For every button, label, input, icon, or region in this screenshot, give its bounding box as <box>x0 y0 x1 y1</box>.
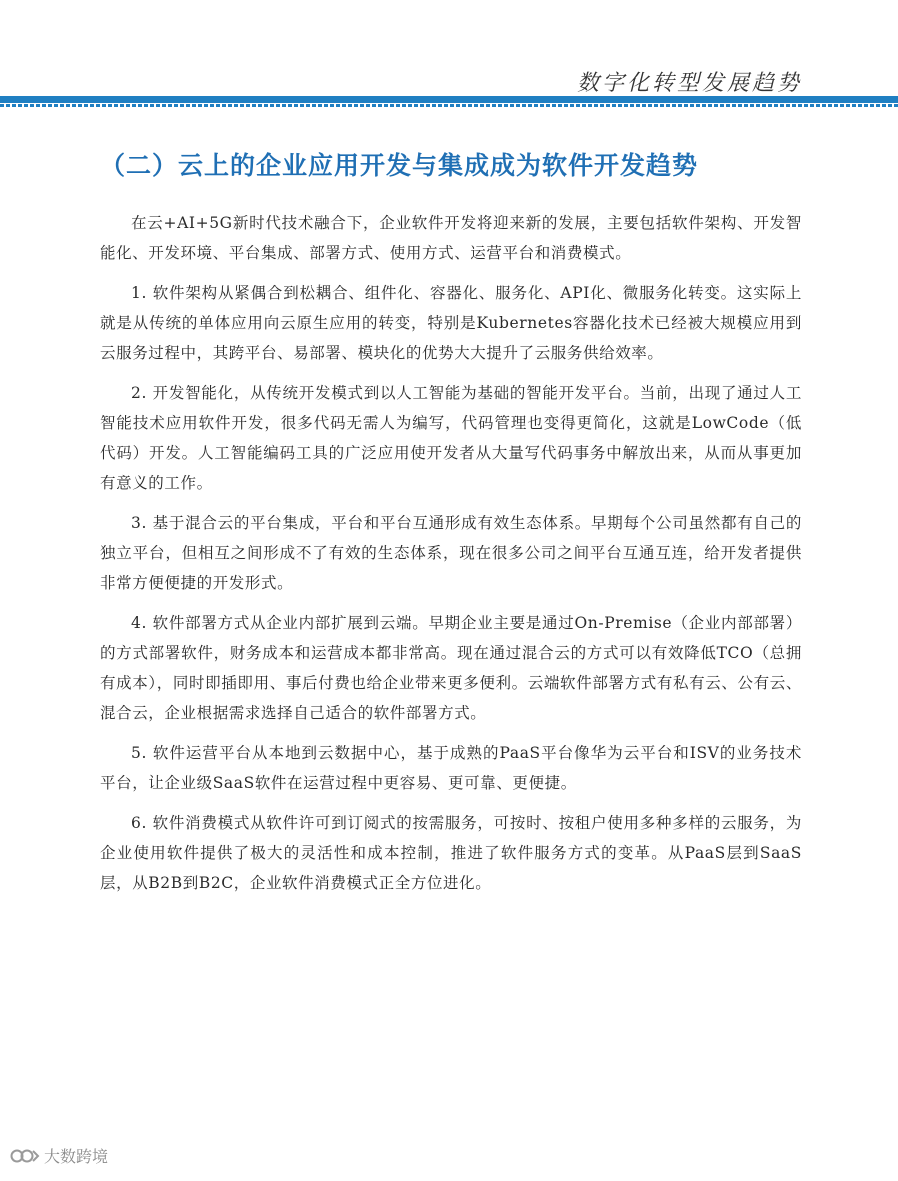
paragraph-6: 6. 软件消费模式从软件许可到订阅式的按需服务，可按时、按租户使用多种多样的云服务，为企业使用软件提供了极大的灵活性和成本控制，推进了软件服务方式的变革。从PaaS层到SaaS层，从B2B到B2C，企业软件消费模式正全方位进化。 <box>100 814 802 892</box>
header-rule <box>0 96 898 103</box>
section-heading: （二）云上的企业应用开发与集成成为软件开发趋势 <box>100 151 699 180</box>
paragraph-2: 2. 开发智能化，从传统开发模式到以人工智能为基础的智能开发平台。当前，出现了通过人工智能技术应用软件开发，很多代码无需人为编写，代码管理也变得更简化，这就是LowCode（低代码）开发。人工智能编码工具的广泛应用使开发者从大量写代码事务中解放出来，从而从事更加有意义的工作。 <box>100 384 802 492</box>
intro-paragraph: 在云+AI+5G新时代技术融合下，企业软件开发将迎来新的发展，主要包括软件架构、开发智能化、开发环境、平台集成、部署方式、使用方式、运营平台和消费模式。 <box>100 214 802 262</box>
paragraph-4: 4. 软件部署方式从企业内部扩展到云端。早期企业主要是通过On-Premise（企业内部部署）的方式部署软件，财务成本和运营成本都非常高。现在通过混合云的方式可以有效降低TCO（总拥有成本），同时即插即用、事后付费也给企业带来更多便利。云端软件部署方式有私有云、公有云、混合云，企业根据需求选择自己适合的软件部署方式。 <box>100 614 802 722</box>
watermark-text: 大数跨境 <box>44 1147 109 1166</box>
page-header-title: 数字化转型发展趋势 <box>576 71 802 96</box>
paragraph-3: 3. 基于混合云的平台集成，平台和平台互通形成有效生态体系。早期每个公司虽然都有自己的独立平台，但相互之间形成不了有效的生态体系，现在很多公司之间平台互通互连，给开发者提供非常方便便捷的开发形式。 <box>100 514 802 592</box>
paragraph-1: 1. 软件架构从紧偶合到松耦合、组件化、容器化、服务化、API化、微服务化转变。这实际上就是从传统的单体应用向云原生应用的转变，特别是Kubernetes容器化技术已经被大规模应用到云服务过程中，其跨平台、易部署、模块化的优势大大提升了云服务供给效率。 <box>100 284 802 362</box>
header-dotted-rule <box>0 104 898 107</box>
body-text <box>100 208 802 908</box>
watermark-logo-icon <box>10 1147 40 1165</box>
paragraph-5: 5. 软件运营平台从本地到云数据中心，基于成熟的PaaS平台像华为云平台和ISV的业务技术平台，让企业级SaaS软件在运营过程中更容易、更可靠、更便捷。 <box>100 744 802 792</box>
watermark <box>10 1144 108 1167</box>
